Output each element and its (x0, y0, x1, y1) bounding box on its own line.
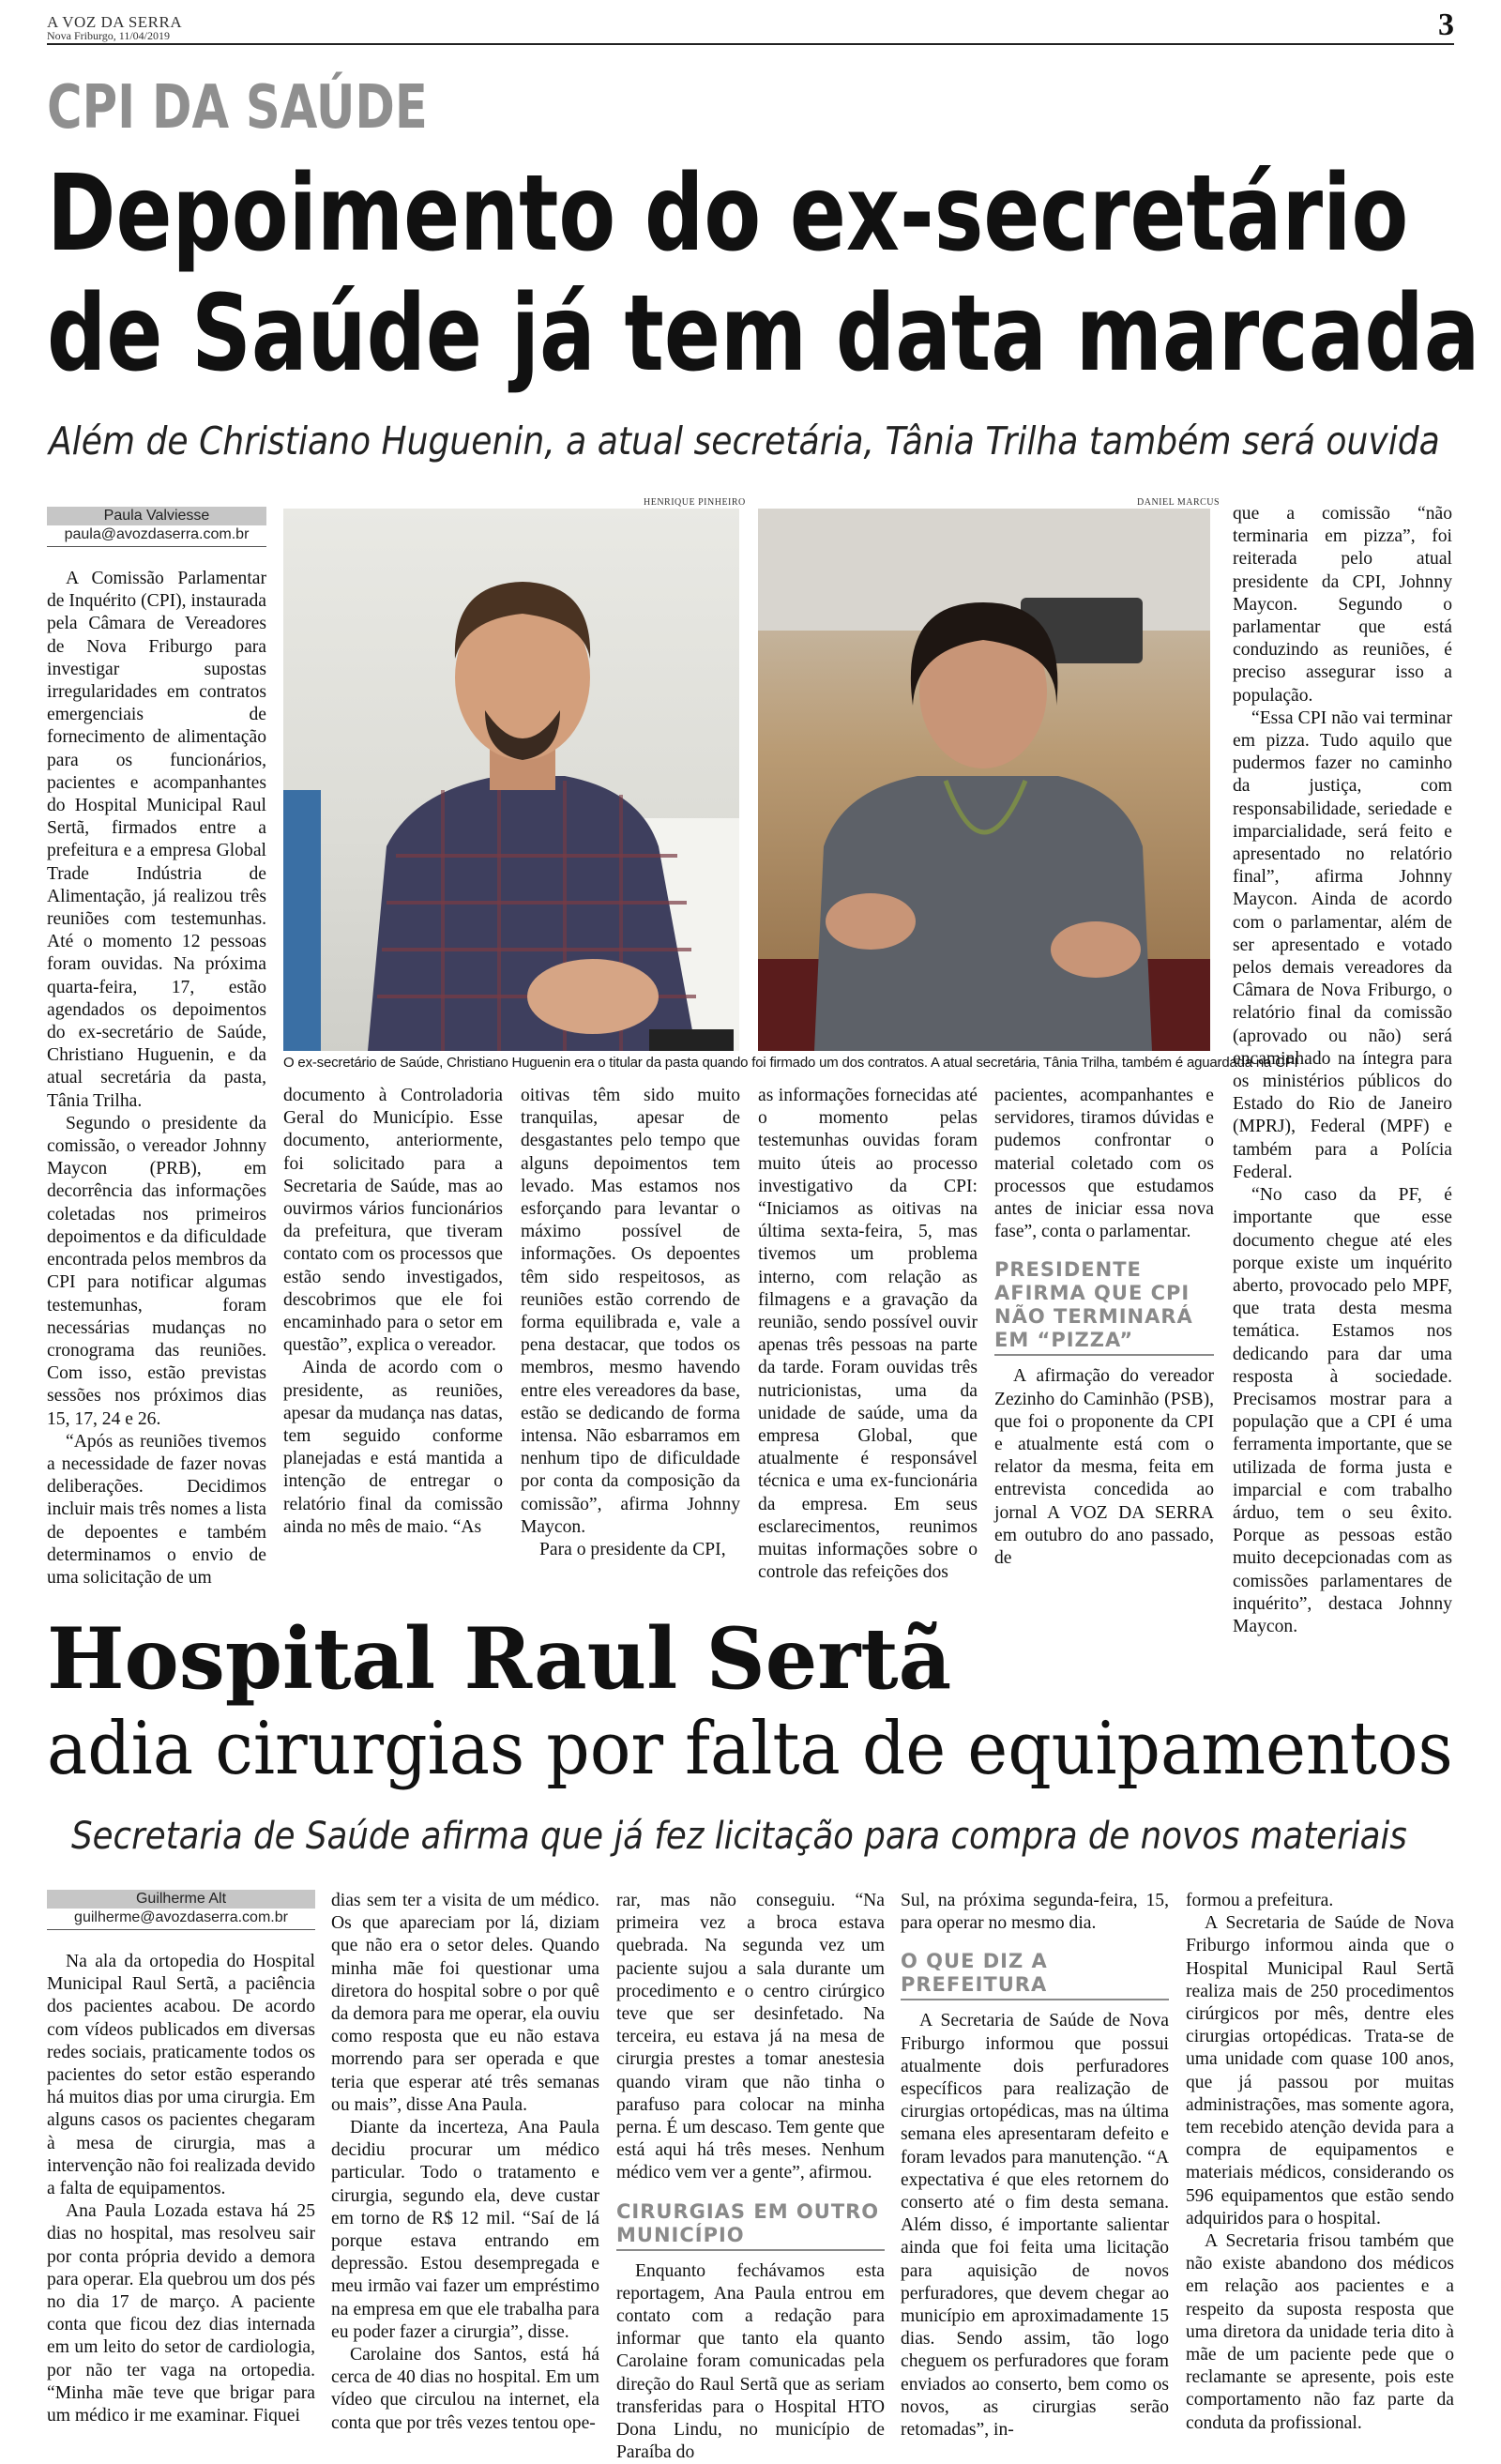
story2-column-1 (47, 1890, 315, 2427)
woman-figure-icon (758, 509, 1210, 1051)
photo-christiano-huguenin (283, 509, 739, 1051)
photo2-credit: DANIEL MARCUS (1137, 497, 1221, 508)
paragraph: A Secretaria de Saúde de Nova Friburgo informou que possui atualmente dois perfuradores específicos para realização de cirurgias ortopédicas, mas na última semana eles apresentaram defeito e foram levados para manutenção. “A expectativa é que eles retornem do conserto até o fim desta semana. Além disso, é importante salientar ainda que foi feita uma licitação para aquisição de novos perfuradores, que devem chegar ao município em aproximadamente 15 dias. Sendo assim, tão logo cheguem os perfuradores que foram enviados ao conserto, bem como os novos, as cirurgias serão retomadas”, in- (901, 2011, 1169, 2441)
story2-column-4 (901, 1890, 1169, 2441)
page-number: 3 (1438, 8, 1454, 42)
subhead: PRESIDENTE AFIRMA QUE CPI NÃO TERMINARÁ EM “PIZZA” (994, 1258, 1214, 1356)
paragraph: dias sem ter a visita de um médico. Os que apareciam por lá, diziam que não era o setor deles. Quando minha mãe foi questionar uma diretora do hospital sobre o por quê da demora para me operar, ela ouviu como resposta que eu não estava morrendo para ser operada e que teria que esperar até três semanas ou mais”, disse Ana Paula. (331, 1891, 599, 2115)
story1-headline-line2: de Saúde já tem data marcada (47, 273, 1480, 395)
paper-name: A VOZ DA SERRA (47, 13, 183, 31)
paragraph: “Essa CPI não vai terminar em pizza. Tudo aquilo que pudermos fazer no caminho da justiça, com responsabilidade, seriedade e imparcialidade, será feito e apresentado no relatório final”, afirma Johnny Maycon. Ainda de acordo com o parlamentar, além de ser apresentado e votado pelos demais vereadores da Câmara de Nova Friburgo, o relatório final da comissão (aprovado ou não) será encaminhado na íntegra para os ministérios públicos do Estado do Rio de Janeiro (MPRJ), Federal (MPF) e também para a Polícia Federal. (1233, 707, 1452, 1182)
story1-column-5 (994, 1085, 1214, 1570)
story2-column-2 (331, 1890, 599, 2435)
paragraph: formou a prefeitura. (1186, 1891, 1334, 1910)
paragraph: “Após as reuniões tivemos a necessidade de fazer novas deliberações. Decidimos incluir mais três nomes a lista de depoentes e também determinamos o envio de uma solicitação de um (47, 1431, 266, 1588)
paragraph: A Secretaria frisou também que não existe abandono dos médicos em relação aos pacientes e a respeito da suposta resposta que uma diretora da unidade teria dito à mãe de um paciente pede que o reclamante se apresente, pois este comportamento não faz parte da conduta da profissional. (1186, 2231, 1454, 2433)
paragraph: Sul, na próxima segunda-feira, 15, para operar no mesmo dia. (901, 1891, 1169, 1934)
paragraph: oitivas têm sido muito tranquilas, apesar de desgastantes pelo tempo que alguns depoimentos tem levado. Mas estamos nos esforçando para levantar o máximo possível de informações. Os depoentes têm sido respeitosos, as reuniões estão correndo de forma equilibrada e, vale a pena destacar, que todos os membros, mesmo havendo entre eles vereadores da base, estão se dedicando de forma intensa. Não esbarramos em nenhum tipo de dificuldade por conta da composição da comissão”, afirma Johnny Maycon. (521, 1086, 740, 1537)
story1-column-1 (47, 507, 266, 1589)
story2-column-3 (616, 1890, 885, 2464)
story2-column-5 (1186, 1890, 1454, 2435)
byline-author: Paula Valviesse (47, 507, 266, 525)
paragraph: A afirmação do vereador Zezinho do Caminhão (PSB), que foi o proponente da CPI e atualmente está com o relator da mesma, feita em entrevista concedida ao jornal A VOZ DA SERRA em outubro do ano passado, de (994, 1366, 1214, 1569)
man-figure-icon (283, 509, 739, 1051)
paragraph: Diante da incerteza, Ana Paula decidiu procurar um médico particular. Todo o tratamento e cirurgia, segundo ela, deve custar em torno de R$ 12 mil. “Saí de lá porque estava entrando em depressão. Estou desempregada e meu irmão vai fazer um empréstimo na empresa em que ele trabalha para eu poder fazer a cirurgia”, disse. (331, 2118, 599, 2342)
subhead: O QUE DIZ A PREFEITURA (901, 1950, 1169, 2000)
story1-deck: Além de Christiano Huguenin, a atual secretária, Tânia Trilha também será ouvida (49, 418, 1440, 464)
paragraph: Carolaine dos Santos, está há cerca de 40 dias no hospital. Em um vídeo que circulou na internet, ela conta que por três vezes tentou ope- (331, 2345, 599, 2433)
story1-kicker: CPI DA SAÚDE (47, 73, 428, 143)
story1-column-3 (521, 1085, 740, 1561)
story1-headline-line1: Depoimento do ex-secretário (47, 153, 1409, 275)
story2-headline-line1: Hospital Raul Sertã (47, 1609, 952, 1709)
story1-column-6 (1233, 503, 1452, 1638)
story2-headline-line2: adia cirurgias por falta de equipamentos (47, 1707, 1453, 1791)
paragraph: A Secretaria de Saúde de Nova Friburgo informou ainda que o Hospital Municipal Raul Sertã realiza mais de 250 procedimentos cirúrgicos por mês, dentre eles cirurgias ortopédicas. Trata-se de uma unidade com quase 100 anos, que já passou por muitas administrações, mas somente agora, tem recebido atenção devida para a compra de equipamentos e materiais médicos, considerando os 596 equipamentos que estão sendo adquiridos para o hospital. (1186, 1913, 1454, 2228)
photo-tania-trilha (758, 509, 1210, 1051)
paragraph: documento à Controladoria Geral do Município. Esse documento, anteriormente, foi solicitado para a Secretaria de Saúde, mas ao ouvirmos vários funcionários da prefeitura, que tiveram contato com os processos que estão sendo investigados, descobrimos que ele foi encaminhado para o setor em questão”, explica o vereador. (283, 1086, 503, 1356)
story1-column-2 (283, 1085, 503, 1539)
photo1-credit: HENRIQUE PINHEIRO (644, 497, 746, 508)
paragraph: Enquanto fechávamos esta reportagem, Ana Paula entrou em contato com a redação para informar que tanto ela quanto Carolaine foram comunicadas pela direção do Raul Sertã que as seriam transferidas para o Hospital HTO Dona Lindu, no município de Paraíba do (616, 2260, 885, 2463)
paragraph: rar, mas não conseguiu. “Na primeira vez a broca estava quebrada. Na segunda vez um paciente sujou a sala durante um procedimento e o centro cirúrgico teve que ser desinfetado. Na terceira, eu estava já na mesa de cirurgia prestes a tomar anestesia quando viram que não tinha o parafuso para colocar na minha perna. É um descaso. Tem gente que está aqui há três meses. Nenhum médico vem ver a gente”, afirmou. (616, 1891, 885, 2183)
byline-email: paula@avozdaserra.com.br (47, 525, 266, 547)
paragraph: pacientes, acompanhantes e servidores, tiramos dúvidas e pudemos confrontar o material coletado com os processos que estudamos antes de iniciar essa nova fase”, conta o parlamentar. (994, 1086, 1214, 1242)
paragraph: as informações fornecidas até o momento pelas testemunhas ouvidas foram muito úteis ao processo investigativo da CPI: “Iniciamos as oitivas na última sexta-feira, 5, mas tivemos um problema interno, com relação as filmagens e a gravação da reunião, sendo possível ouvir apenas três pessoas na parte da tarde. Foram ouvidas três nutricionistas, uma da unidade de saúde, uma da empresa Global, que atualmente é responsável técnica e uma ex-funcionária da empresa. Em seus esclarecimentos, reunimos muitas informações sobre o controle das refeições dos (758, 1086, 978, 1583)
paragraph: A Comissão Parlamentar de Inquérito (CPI), instaurada pela Câmara de Vereadores de Nova Friburgo para investigar supostas irregularidades em contratos emergenciais de fornecimento de alimentação para os funcionários, pacientes e acompanhantes do Hospital Municipal Raul Sertã, firmados entre a prefeitura e a empresa Global Trade Indústria de Alimentação, já realizou três reuniões com testemunhas. Até o momento 12 pessoas foram ouvidas. Na próxima quarta-feira, 17, estão agendados os depoimentos do ex-secretário de Saúde, Christiano Huguenin, e da atual secretária da pasta, Tânia Trilha. (47, 569, 266, 1111)
masthead (47, 8, 1454, 45)
paragraph: Segundo o presidente da comissão, o vereador Johnny Maycon (PRB), em decorrência das informações coletadas nos primeiros depoimentos e da dificuldade encontrada pelos membros da CPI para notificar algumas testemunhas, foram necessárias mudanças no cronograma das reuniões. Com isso, estão previstas sessões nos próximos dias 15, 17, 24 e 26. (47, 1113, 266, 1429)
byline-email: guilherme@avozdaserra.com.br (47, 1909, 315, 1930)
paragraph: que a comissão “não terminaria em pizza”, foi reiterada pelo atual presidente da CPI, Johnny Maycon. Segundo o parlamentar que está conduzindo as reuniões, é preciso assegurar isso a população. (1233, 504, 1452, 706)
paragraph: Ana Paula Lozada estava há 25 dias no hospital, mas resolveu sair por conta própria devido a demora para operar. Ela quebrou um dos pés no dia 17 de março. A paciente conta que ficou dez dias internada em um leito do setor de cardiologia, por não ter vaga na ortopedia. “Minha mãe teve que brigar para um médico ir me examinar. Fiquei (47, 2201, 315, 2426)
photo-caption: O ex-secretário de Saúde, Christiano Huguenin era o titular da pasta quando foi firmado um dos contratos. A atual secretária, Tânia Trilha, também é aguardada na CPI (283, 1055, 1298, 1071)
paragraph: Para o presidente da CPI, (539, 1540, 726, 1560)
paragraph: “No caso da PF, é importante que esse documento chegue até eles porque existe um inquérito aberto, provocado pelo MPF, que trata desta mesma temática. Estamos nos dedicando para dar uma resposta à sociedade. Precisamos mostrar para a população que a CPI é uma ferramenta importante, que se utilizada de forma justa e imparcial e com trabalho árduo, tem o seu êxito. Porque as pessoas estão muito decepcionadas com as comissões parlamentares de inquérito”, destaca Johnny Maycon. (1233, 1185, 1452, 1636)
dateline: Nova Friburgo, 11/04/2019 (47, 29, 170, 42)
paragraph: Ainda de acordo com o presidente, as reuniões, apesar da mudança nas datas, tem seguido conforme planejadas e está mantida a intenção de entregar o relatório final da comissão ainda no mês de maio. “As (283, 1358, 503, 1537)
story1-column-4 (758, 1085, 978, 1584)
subhead: CIRURGIAS EM OUTRO MUNICÍPIO (616, 2200, 885, 2251)
story2-deck: Secretaria de Saúde afirma que já fez licitação para compra de novos materiais (71, 1815, 1407, 1858)
byline-author: Guilherme Alt (47, 1890, 315, 1909)
paragraph: Na ala da ortopedia do Hospital Municipal Raul Sertã, a paciência dos pacientes acabou. De acordo com vídeos publicados em diversas redes sociais, praticamente todos os pacientes do setor estão esperando há muitos dias por uma cirurgia. Em alguns casos os pacientes chegaram à mesa de cirurgia, mas a intervenção não foi realizada devido a falta de equipamentos. (47, 1952, 315, 2199)
